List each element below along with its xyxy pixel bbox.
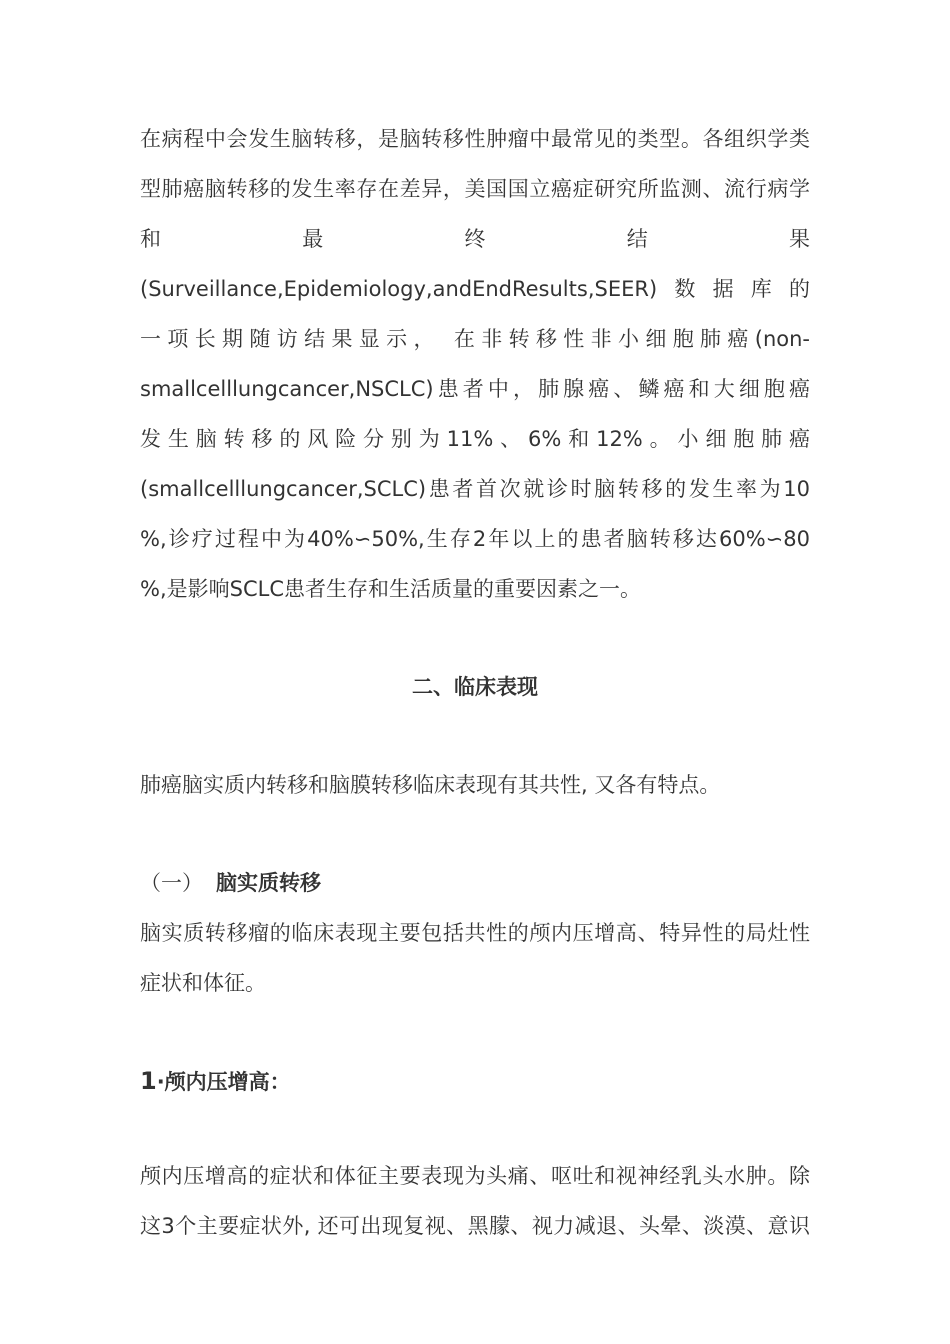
item-title: ·颅内压增高： (156, 1070, 291, 1094)
paragraph-line: 这3个主要症状外, 还可出现复视、黑朦、视力减退、头晕、淡漠、意识 (140, 1214, 810, 1238)
paragraph-line: 颅内压增高的症状和体征主要表现为头痛、呕吐和视神经乳头水肿。除 (140, 1164, 810, 1188)
section-intro: 肺癌脑实质内转移和脑膜转移临床表现有其共性, 又各有特点。 (140, 773, 721, 797)
paragraph-line: 在病程中会发生脑转移，是脑转移性肿瘤中最常见的类型。各组织学类 (140, 127, 810, 151)
item-number: 1 (140, 1067, 157, 1095)
spread-word: 终 (464, 227, 486, 251)
paragraph-line: 症状和体征。 (140, 971, 266, 995)
paragraph-line: (smallcelllungcancer,SCLC)患者首次就诊时脑转移的发生率为10 (140, 477, 810, 501)
paragraph-line: %,是影响SCLC患者生存和生活质量的重要因素之一。 (140, 577, 641, 601)
paragraph-line: 型肺癌脑转移的发生率存在差异，美国国立癌症研究所监测、流行病学 (140, 177, 810, 201)
paragraph-line: 脑实质转移瘤的临床表现主要包括共性的颅内压增高、特异性的局灶性 (140, 921, 810, 945)
paragraph-epidemiology (140, 114, 810, 614)
paragraph-line-spread (140, 214, 810, 264)
spread-word: 和 (140, 227, 161, 251)
subsection-title: 脑实质转移 (216, 871, 321, 895)
paragraph-line: %,诊疗过程中为40%∽50%,生存2年以上的患者脑转移达60%∽80 (140, 527, 810, 551)
document-page (140, 114, 810, 1251)
subsection-number: （一） (140, 871, 203, 895)
spread-word: 结 (626, 227, 648, 251)
section-heading: 二、临床表现 (412, 675, 538, 699)
paragraph-line: 一项长期随访结果显示， 在非转移性非小细胞肺癌(non- (140, 327, 810, 351)
item-heading (140, 1056, 810, 1106)
paragraph-line: smallcelllungcancer,NSCLC)患者中，肺腺癌、鳞癌和大细胞癌 (140, 377, 810, 401)
subsection-heading (140, 858, 810, 908)
spread-word: 果 (789, 227, 810, 251)
spread-word: 最 (302, 227, 324, 251)
paragraph-line: 发生脑转移的风险分别为11%、6%和12%。小细胞肺癌 (140, 427, 810, 451)
paragraph-line: (Surveillance,Epidemiology,andEndResults,SEER)数据库的 (140, 277, 810, 301)
